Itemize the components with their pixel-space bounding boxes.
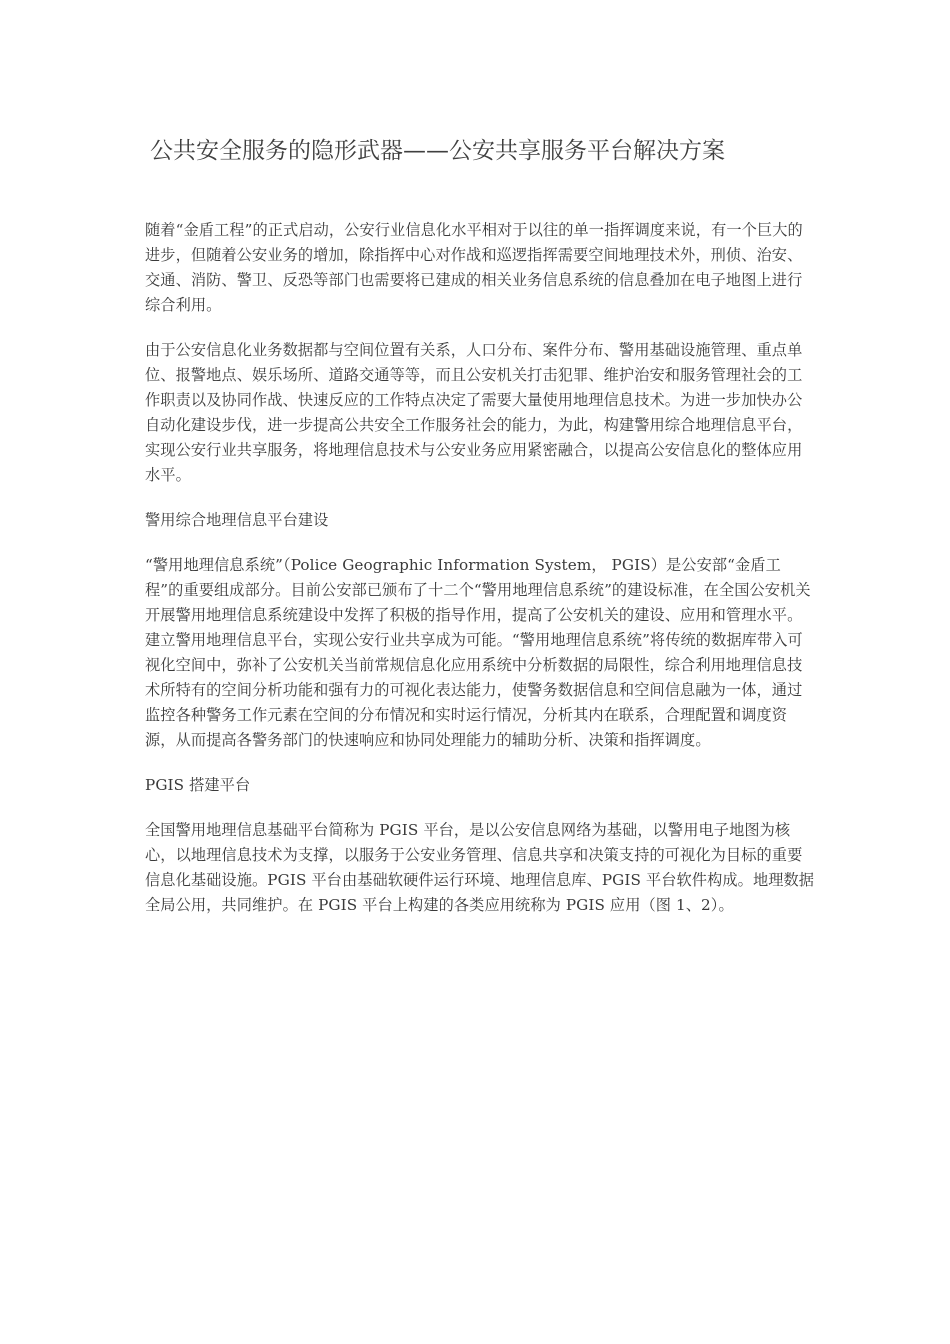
document-body [145, 218, 815, 938]
paragraph-reason: 由于公安信息化业务数据都与空间位置有关系，人口分布、案件分布、警用基础设施管理、重点单位、报警地点、娱乐场所、道路交通等等，而且公安机关打击犯罪、维护治安和服务管理社会的工作职责以及协同作战、快速反应的工作特点决定了需要大量使用地理信息技术。为进一步加快办公自动化建设步伐，进一步提高公共安全工作服务社会的能力，为此，构建警用综合地理信息平台，实现公安行业共享服务，将地理信息技术与公安业务应用紧密融合，以提高公安信息化的整体应用水平。 [145, 341, 803, 484]
document-title: 公共安全服务的隐形武器——公安共享服务平台解决方案 [150, 138, 725, 164]
section-heading-pgis-platform: PGIS 搭建平台 [145, 776, 251, 794]
section-heading-platform-construction: 警用综合地理信息平台建设 [145, 511, 329, 529]
paragraph-pgis-intro: “警用地理信息系统”（Police Geographic Information System， PGIS）是公安部“金盾工程”的重要组成部分。目前公安部已颁布了十二个“警用地理信息系统”的建设标准，在全国公安机关开展警用地理信息系统建设中发挥了积极的指导作用，提高了公安机关的建设、应用和管理水平。建立警用地理信息平台，实现公安行业共享成为可能。“警用地理信息系统”将传统的数据库带入可视化空间中，弥补了公安机关当前常规信息化应用系统中分析数据的局限性，综合利用地理信息技术所特有的空间分析功能和强有力的可视化表达能力，使警务数据信息和空间信息融为一体，通过监控各种警务工作元素在空间的分布情况和实时运行情况，分析其内在联系，合理配置和调度资源，从而提高各警务部门的快速响应和协同处理能力的辅助分析、决策和指挥调度。 [145, 556, 811, 749]
paragraph-intro: 随着“金盾工程”的正式启动，公安行业信息化水平相对于以往的单一指挥调度来说，有一个巨大的进步，但随着公安业务的增加，除指挥中心对作战和巡逻指挥需要空间地理技术外，刑侦、治安、交通、消防、警卫、反恐等部门也需要将已建成的相关业务信息系统的信息叠加在电子地图上进行综合利用。 [145, 221, 803, 314]
paragraph-pgis-platform: 全国警用地理信息基础平台简称为 PGIS 平台，是以公安信息网络为基础，以警用电子地图为核心，以地理信息技术为支撑，以服务于公安业务管理、信息共享和决策支持的可视化为目标的重要信息化基础设施。PGIS 平台由基础软硬件运行环境、地理信息库、PGIS 平台软件构成。地理数据全局公用，共同维护。在 PGIS 平台上构建的各类应用统称为 PGIS 应用（图 1、2）。 [145, 821, 815, 914]
